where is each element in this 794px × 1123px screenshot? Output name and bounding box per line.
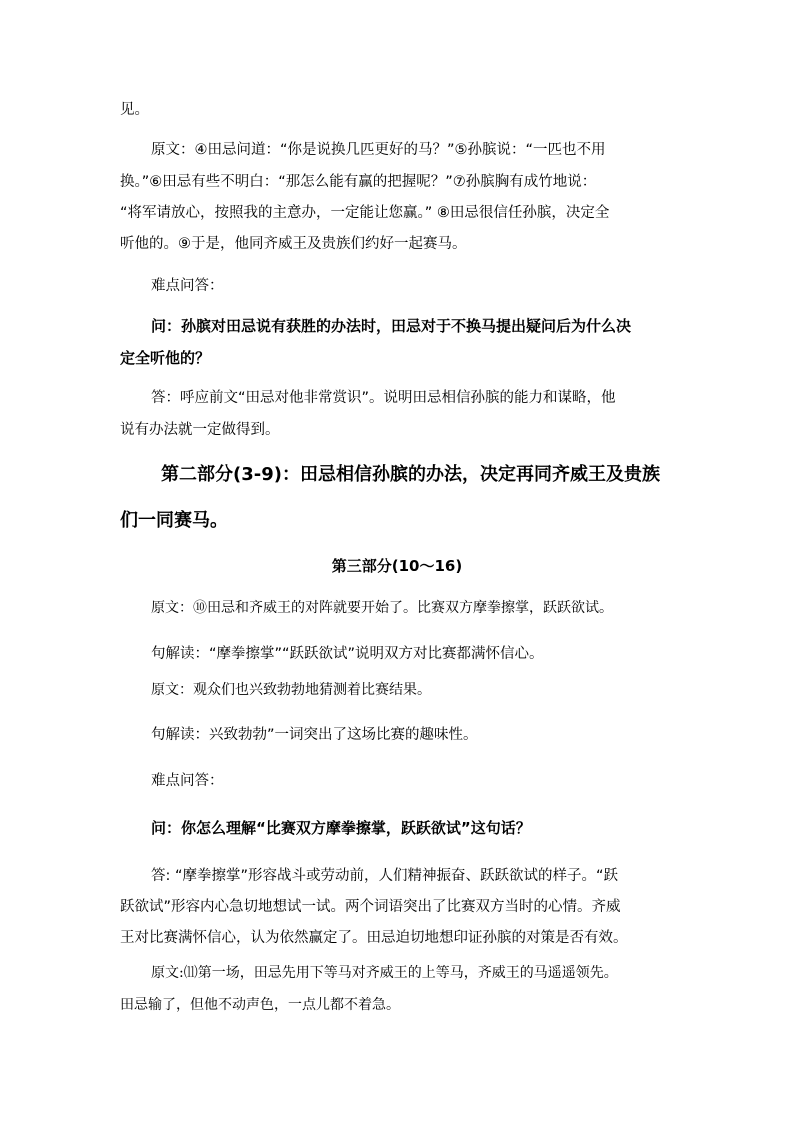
text-line: 见。 — [120, 102, 149, 118]
answer-line: 说有办法就一定做得到。 — [120, 422, 280, 438]
text-line: 难点问答： — [151, 773, 224, 789]
text-line: 换。”⑥田忌有些不明白：“那怎么能有赢的把握呢？”⑦孙膑胸有成竹地说： — [120, 174, 597, 190]
part-heading: 第三部分(10～16) — [331, 557, 463, 575]
text-line: “将军请放心，按照我的主意办，一定能让您赢。” ⑧田忌很信任孙膑，决定全 — [120, 205, 610, 221]
question-line: 问：孙膑对田忌说有获胜的办法时，田忌对于不换马提出疑问后为什么决 — [151, 317, 632, 335]
section-heading: 第二部分(3-9)：田忌相信孙膑的办法，决定再同齐威王及贵族 — [161, 464, 660, 485]
text-line: 句解读：“摩拳擦掌”“跃跃欲试”说明双方对比赛都满怀信心。 — [151, 646, 544, 662]
text-line: 原文：观众们也兴致勃勃地猜测着比赛结果。 — [151, 682, 431, 698]
answer-line: 跃欲试”形容内心急切地想试一试。两个词语突出了比赛双方当时的心情。齐威 — [120, 899, 621, 915]
text-line: 听他的。⑨于是，他同齐威王及贵族们约好一起赛马。 — [120, 236, 467, 252]
question-line: 问：你怎么理解“比赛双方摩拳擦掌，跃跃欲试”这句话？ — [151, 819, 531, 837]
answer-line: 答: “摩拳擦掌”形容战斗或劳动前，人们精神振奋、跃跃欲试的样子。“跃 — [151, 868, 619, 884]
text-line: 原文：⑩田忌和齐威王的对阵就要开始了。比赛双方摩拳擦掌，跃跃欲试。 — [151, 600, 613, 616]
text-line: 难点问答： — [151, 278, 224, 294]
text-line: 原文：④田忌问道：“你是说换几匹更好的马？”⑤孙膑说：“一匹也不用 — [151, 142, 606, 158]
answer-line: 答：呼应前文“田忌对他非常赏识”。说明田忌相信孙膑的能力和谋略，他 — [151, 390, 616, 406]
text-line: 田忌输了，但他不动声色，一点儿都不着急。 — [120, 997, 400, 1013]
answer-line: 王对比赛满怀信心，认为依然赢定了。田忌迫切地想印证孙膑的对策是否有效。 — [120, 930, 628, 946]
section-heading: 们一同赛马。 — [120, 510, 228, 531]
text-line: 句解读：兴致勃勃”一词突出了这场比赛的趣味性。 — [151, 727, 478, 743]
question-line: 定全听他的？ — [120, 349, 211, 367]
text-line: 原文:⑾第一场，田忌先用下等马对齐威王的上等马，齐威王的马遥遥领先。 — [151, 965, 618, 981]
